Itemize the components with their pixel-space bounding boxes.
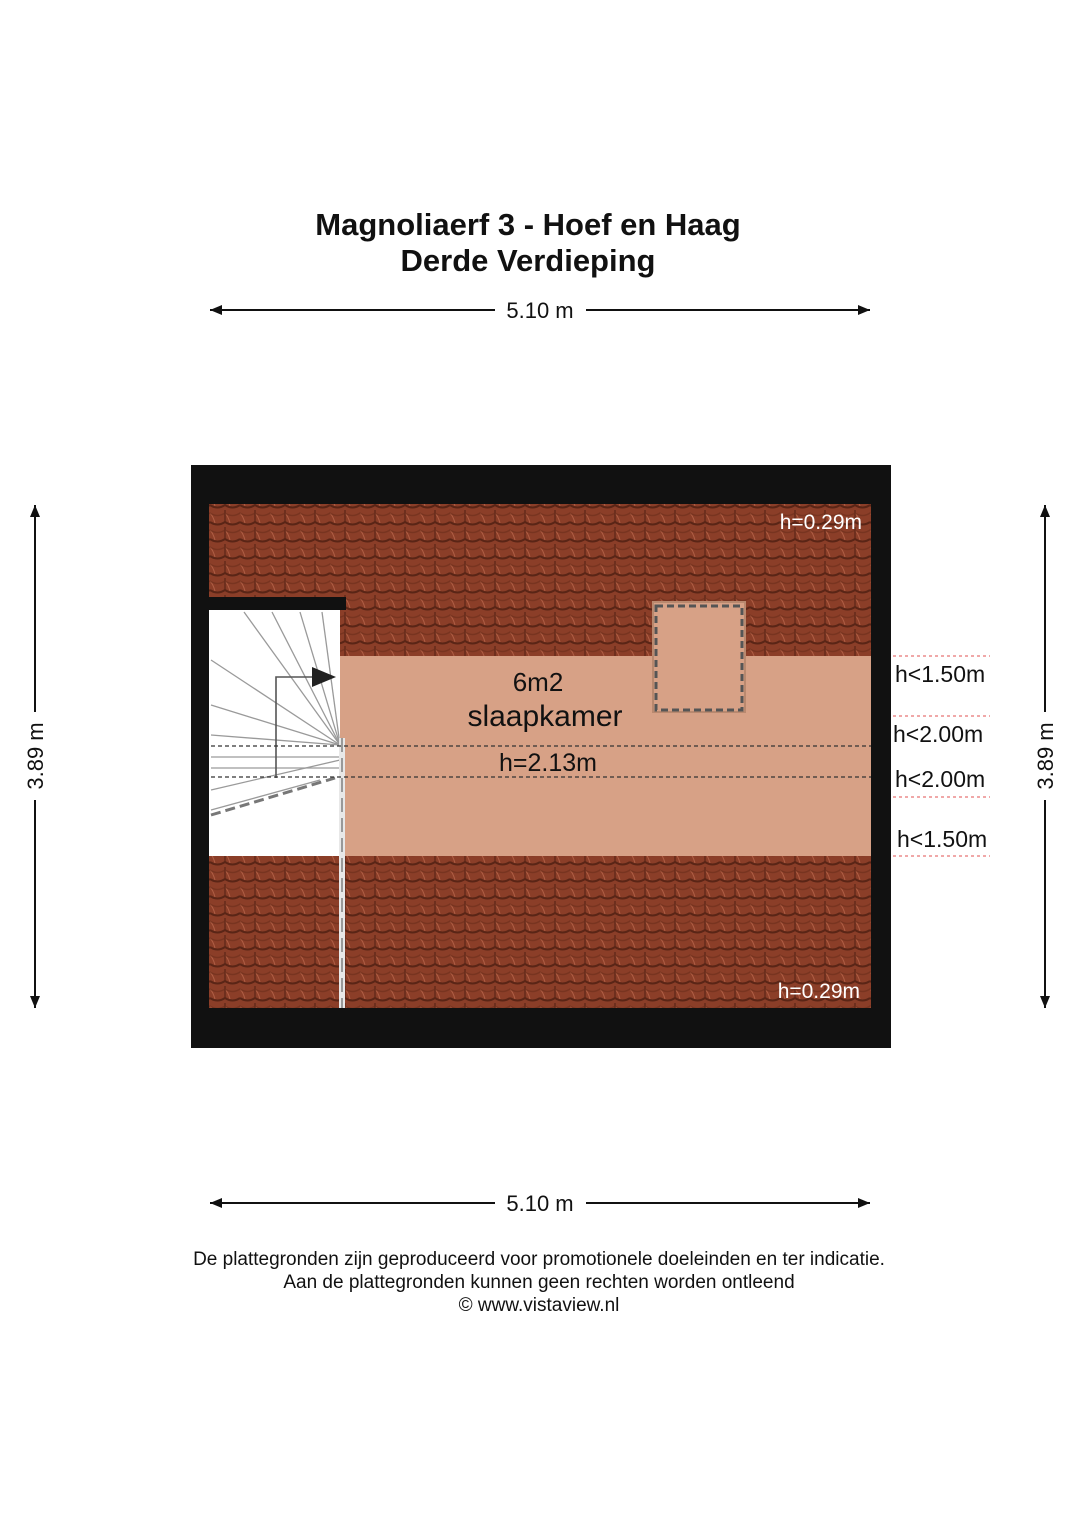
dimension-left <box>23 505 48 1008</box>
height-upper-lt150: h<1.50m <box>895 661 986 687</box>
dimension-top-label: 5.10 m <box>506 298 574 323</box>
bedroom-floor <box>340 656 871 856</box>
skylight-icon <box>653 602 745 712</box>
height-lower-lt200: h<2.00m <box>895 766 986 792</box>
room-name: slaapkamer <box>467 700 623 733</box>
dimension-right <box>1033 505 1058 1008</box>
height-upper-lt200: h<2.00m <box>893 721 984 747</box>
height-bottom-eave: h=0.29m <box>777 980 860 1003</box>
copyright: © www.vistaview.nl <box>458 1295 620 1316</box>
dimension-left-label: 3.89 m <box>23 722 48 790</box>
dimension-right-label: 3.89 m <box>1033 722 1058 790</box>
dimension-top <box>210 298 870 323</box>
height-top-eave: h=0.29m <box>779 511 862 534</box>
disclaimer-line-2: Aan de plattegronden kunnen geen rechten worden ontleend <box>283 1272 795 1293</box>
height-lower-lt150: h<1.50m <box>897 826 988 852</box>
floor-name: Derde Verdieping <box>400 243 656 278</box>
dimension-bottom-label: 5.10 m <box>506 1191 574 1216</box>
room-height: h=2.13m <box>499 749 597 777</box>
dimension-bottom <box>210 1191 870 1216</box>
disclaimer-line-1: De plattegronden zijn geproduceerd voor promotionele doeleinden en ter indicatie. <box>193 1249 885 1270</box>
plan-title: Magnoliaerf 3 - Hoef en Haag <box>315 207 741 242</box>
room-area: 6m2 <box>512 667 564 697</box>
